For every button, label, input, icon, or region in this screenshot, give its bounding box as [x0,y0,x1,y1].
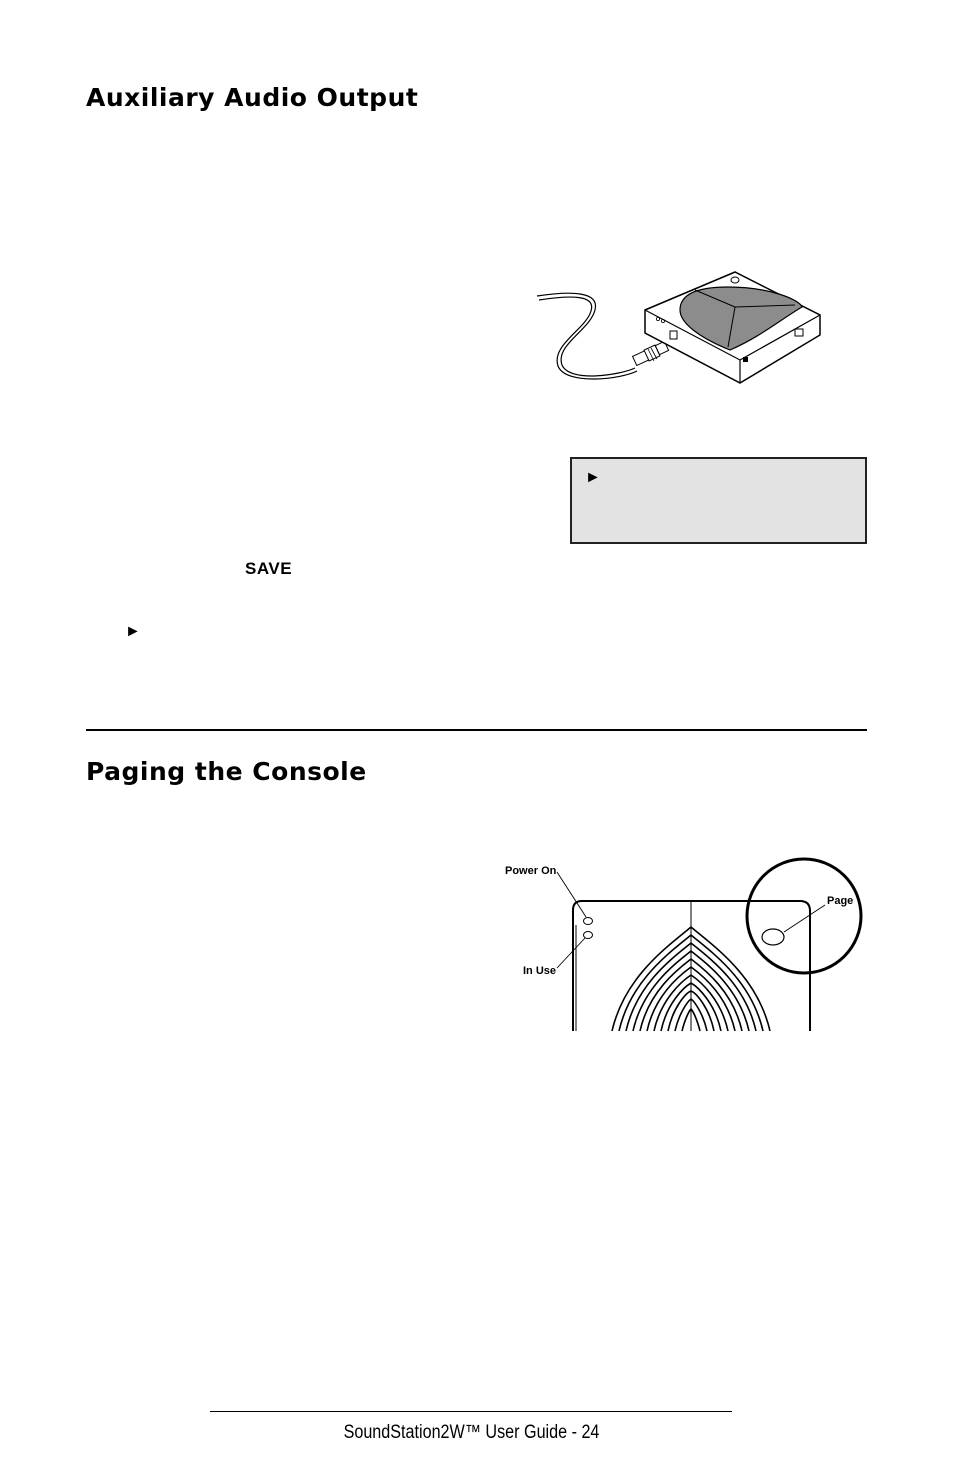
console-paging-illustration [500,855,870,1035]
bullet-arrow-icon: ► [125,623,141,640]
soundstation-aux-cable-illustration [530,265,830,390]
page-button-icon [762,929,784,945]
section-divider [86,729,867,731]
in-use-led-icon [584,932,593,939]
note-box [570,457,867,544]
power-on-led-icon [584,918,593,925]
footer-rule [210,1411,732,1412]
section-title-auxiliary-audio-output: Auxiliary Audio Output [86,83,419,112]
power-on-label: Power On [505,865,557,877]
footer [210,1422,732,1444]
section-title-paging-the-console: Paging the Console [86,757,367,786]
rca-plug-icon [633,341,669,365]
footer-page-label: SoundStation2W™ User Guide - 24 [343,1422,599,1443]
note-arrow-icon: ► [585,469,601,486]
page-label: Page [827,895,854,907]
save-key-label: SAVE [245,559,293,578]
in-use-label: In Use [523,965,557,977]
